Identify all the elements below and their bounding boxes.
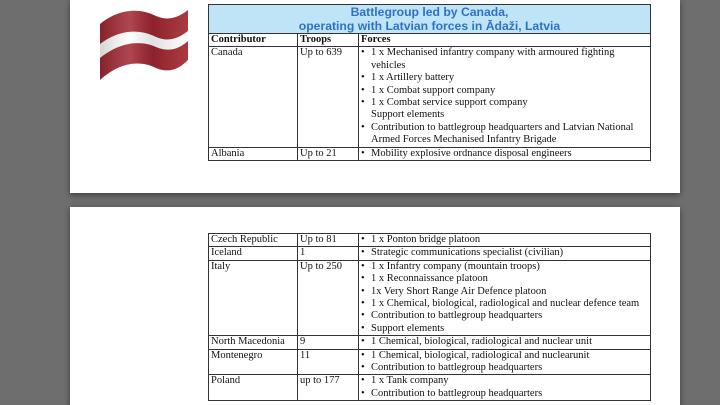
forces-list [361, 261, 648, 335]
forces-item: • 1 x Tank company [361, 375, 648, 387]
forces-item: • 1 Chemical, biological, radiological and nuclear unit [361, 336, 648, 348]
troops-cell: Up to 81 [298, 234, 359, 247]
table-row [209, 147, 651, 160]
table-title-line-1: Battlegroup led by Canada, [350, 5, 509, 19]
table-row [209, 247, 651, 260]
troops-cell: Up to 250 [298, 260, 359, 335]
forces-item: • Contribution to battlegroup headquarters and Latvian National [361, 122, 648, 134]
table-row [209, 234, 651, 247]
troops-cell: Up to 639 [298, 47, 359, 147]
forces-cell [359, 247, 651, 260]
forces-cell [359, 375, 651, 401]
title-row [209, 5, 651, 34]
forces-cell [359, 234, 651, 247]
forces-list [361, 148, 648, 160]
forces-cell [359, 147, 651, 160]
forces-item: • Strategic communications specialist (civilian) [361, 247, 648, 259]
document-page-1 [70, 0, 680, 193]
contributor-cell: Poland [209, 375, 298, 401]
forces-item: • 1 x Reconnaissance platoon [361, 273, 648, 285]
contributor-cell: North Macedonia [209, 336, 298, 349]
troops-cell: Up to 21 [298, 147, 359, 160]
forces-cell [359, 336, 651, 349]
forces-item: • 1 x Infantry company (mountain troops) [361, 261, 648, 273]
contributor-cell: Montenegro [209, 349, 298, 375]
forces-item: • Contribution to battlegroup headquarters [361, 310, 648, 322]
forces-list [361, 375, 648, 400]
contributor-cell: Italy [209, 260, 298, 335]
page-1-rows [209, 47, 651, 161]
forces-list [361, 350, 648, 375]
forces-item: • 1 x Mechanised infantry company with armoured fighting vehicles [361, 47, 648, 72]
troops-cell: 1 [298, 247, 359, 260]
table-row [209, 260, 651, 335]
forces-item: Armed Forces Mechanised Infantry Brigade [371, 134, 557, 146]
forces-item: • 1 x Chemical, biological, radiological and nuclear defence team [361, 298, 648, 310]
forces-item: • 1 x Artillery battery [361, 72, 648, 84]
forces-item: • 1 Chemical, biological, radiological and nuclearunit [361, 350, 648, 362]
forces-item: • Mobility explosive ordnance disposal engineers [361, 148, 648, 160]
forces-item: • Support elements [361, 323, 648, 335]
forces-item: • 1 x Combat service support company [361, 97, 648, 109]
latvia-flag-icon [98, 4, 190, 92]
table-row [209, 375, 651, 401]
forces-cell [359, 349, 651, 375]
forces-list [361, 247, 648, 259]
contributor-cell: Albania [209, 147, 298, 160]
table-title [209, 5, 651, 34]
battlegroup-table [208, 4, 651, 161]
table-row [209, 349, 651, 375]
contributor-cell: Czech Republic [209, 234, 298, 247]
contributor-cell: Iceland [209, 247, 298, 260]
contributor-cell: Canada [209, 47, 298, 147]
table-row [209, 336, 651, 349]
header-troops: Troops [298, 34, 359, 47]
forces-item: • 1 x Combat support company [361, 85, 648, 97]
troops-cell: 9 [298, 336, 359, 349]
forces-list [361, 234, 648, 246]
battlegroup-table-continued [208, 233, 651, 401]
troops-cell: 11 [298, 349, 359, 375]
forces-list [361, 336, 648, 348]
forces-item: • Contribution to battlegroup headquarters [361, 362, 648, 374]
header-forces: Forces [359, 34, 651, 47]
forces-cell [359, 260, 651, 335]
forces-item: • Contribution to battlegroup headquarters [361, 388, 648, 400]
table-row [209, 47, 651, 147]
page-2-rows [209, 234, 651, 401]
table-title-line-2: operating with Latvian forces in Ādaži, Latvia [298, 19, 561, 33]
forces-item: • 1 x Ponton bridge platoon [361, 234, 648, 246]
document-page-2 [70, 207, 680, 405]
forces-item: Support elements [371, 109, 445, 121]
header-contributor: Contributor [209, 34, 298, 47]
forces-cell [359, 47, 651, 147]
troops-cell: up to 177 [298, 375, 359, 401]
forces-item: • 1x Very Short Range Air Defence platoon [361, 286, 648, 298]
forces-list [361, 47, 648, 146]
header-row [209, 34, 651, 47]
